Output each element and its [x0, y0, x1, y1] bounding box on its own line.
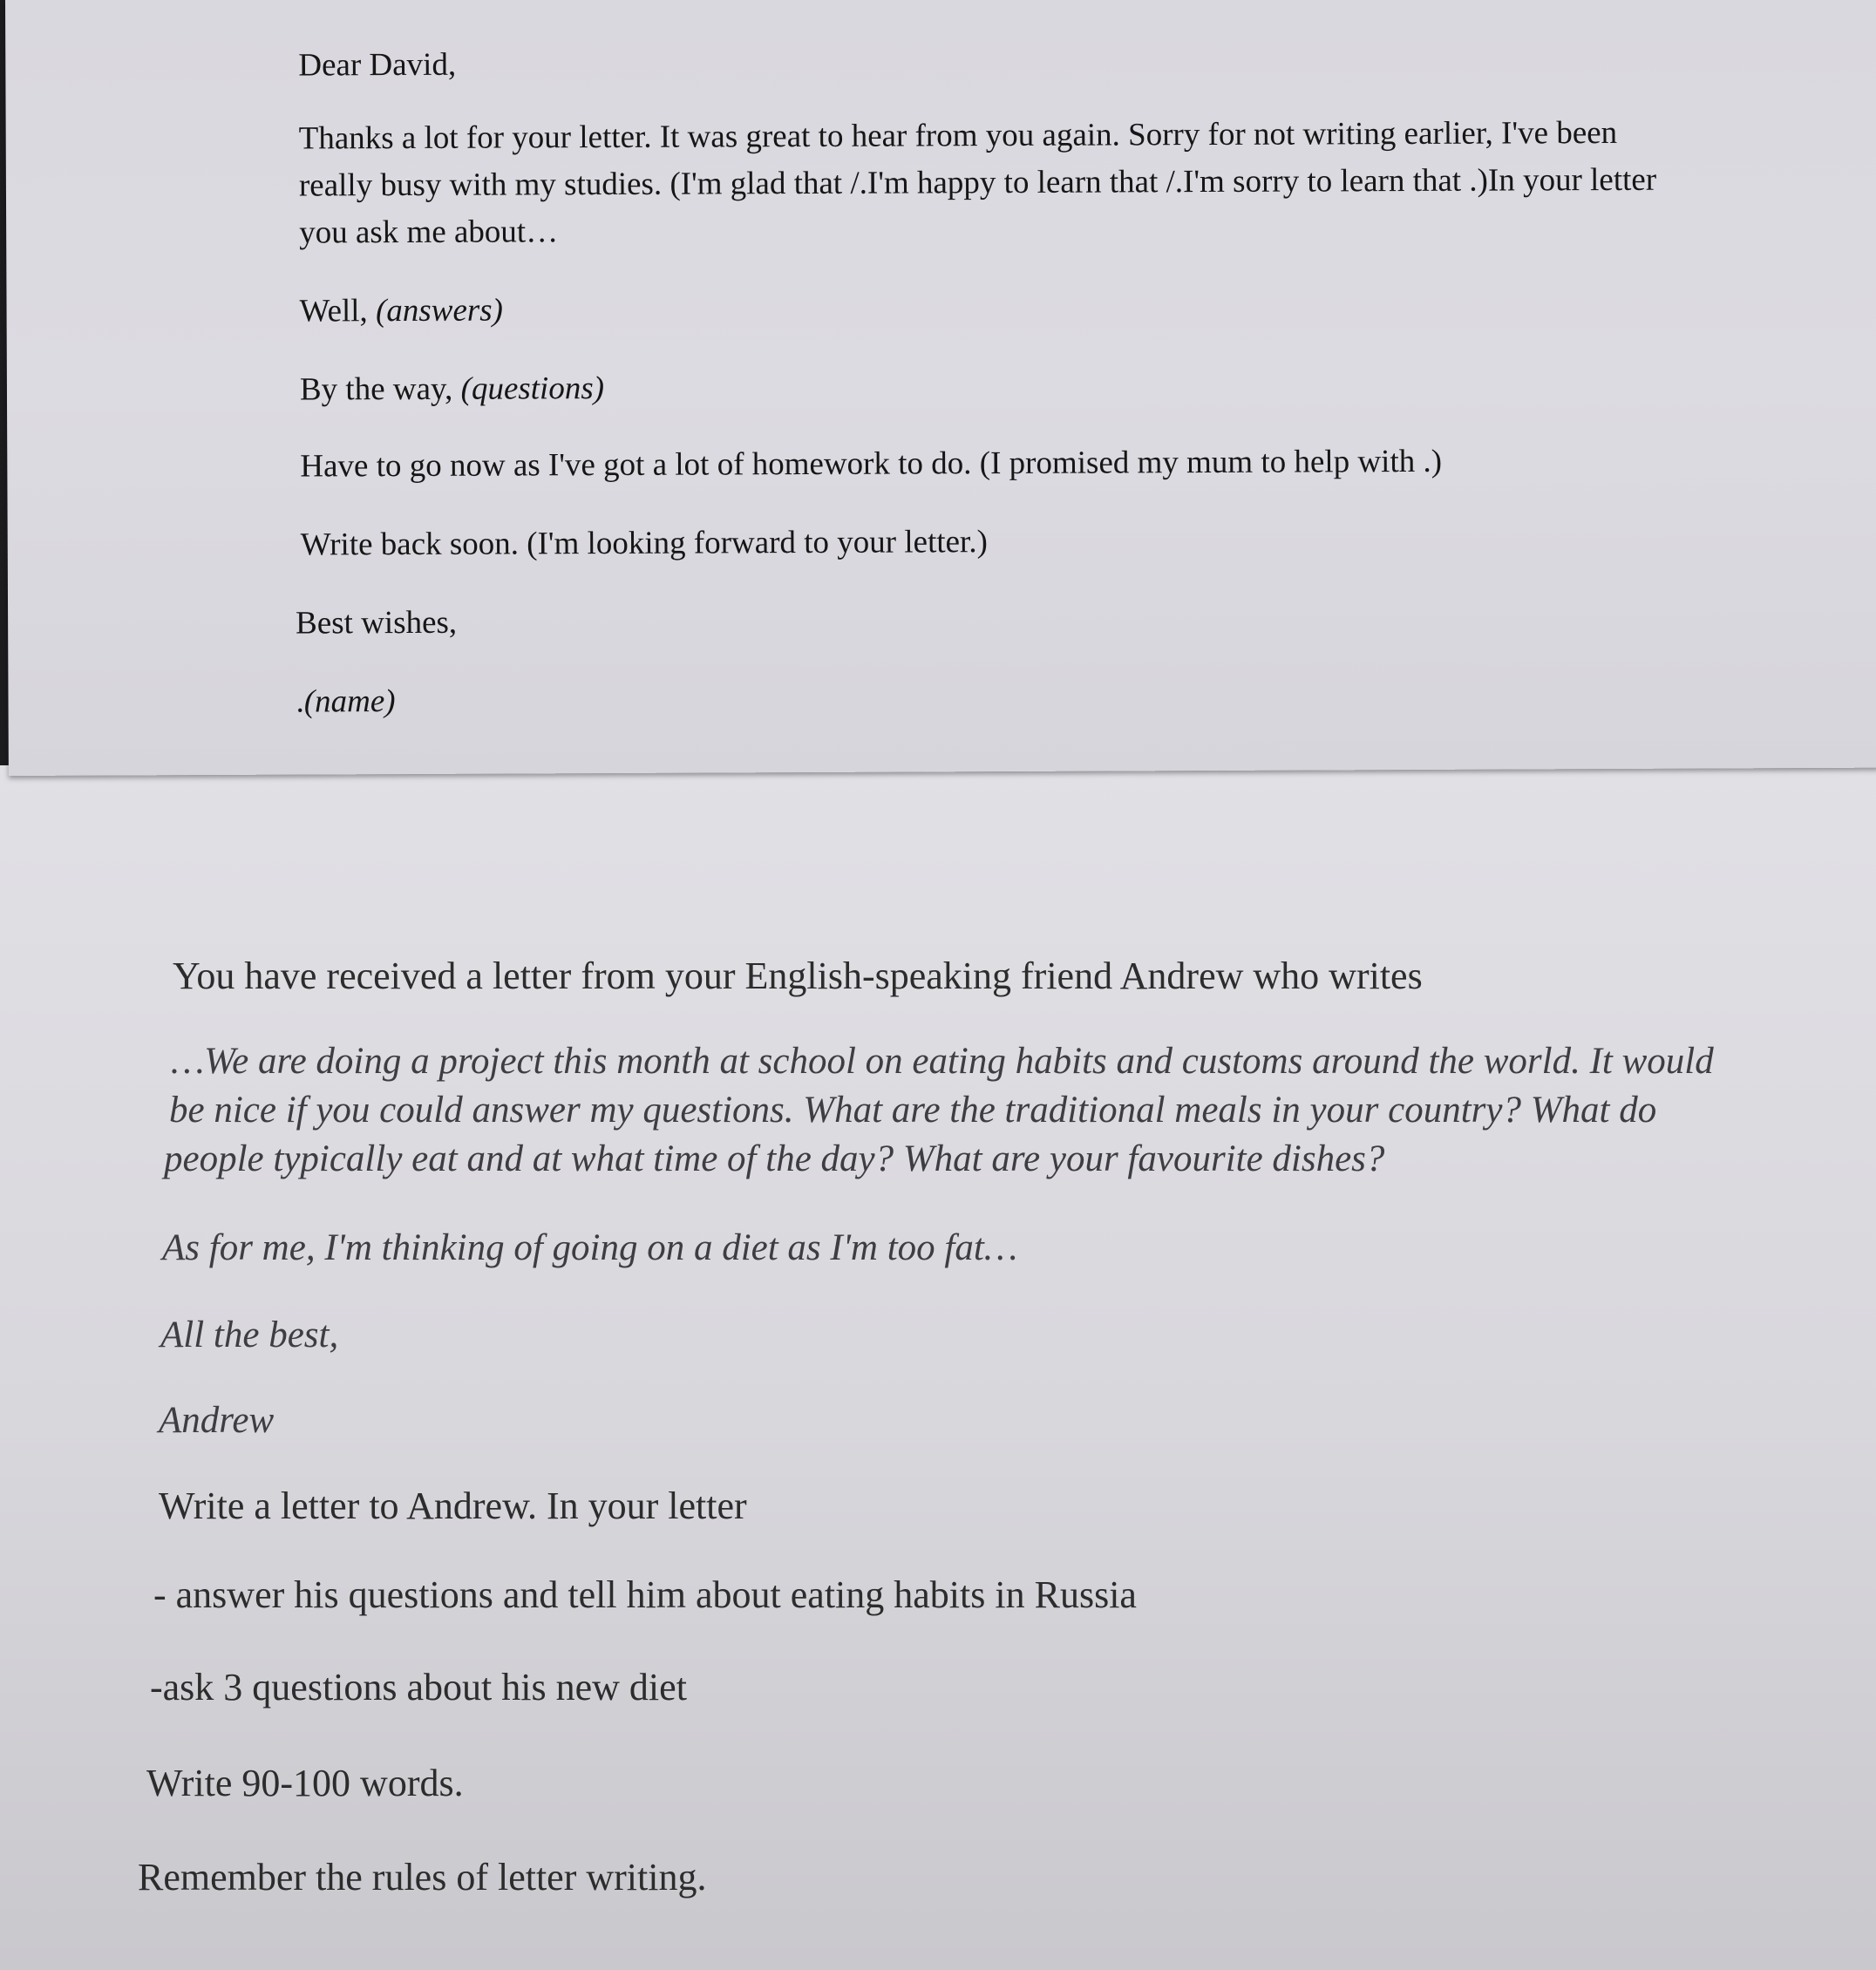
quote-line-4: As for me, I'm thinking of going on a diet as I'm too fat… — [162, 1227, 1018, 1268]
questions-line — [300, 372, 604, 406]
write-back-line: Write back soon. (I'm looking forward to your letter.) — [300, 524, 988, 563]
task-point-1: - answer his questions and tell him about eating habits in Russia — [153, 1573, 1137, 1616]
answers-lead: Well, — [299, 293, 377, 329]
answers-line — [299, 292, 504, 329]
letter-template-sheet — [5, 0, 1876, 776]
greeting: Dear David, — [298, 46, 457, 84]
quote-signoff: All the best, — [160, 1314, 339, 1355]
sign-off: Best wishes, — [296, 604, 458, 642]
word-count: Write 90-100 words. — [146, 1762, 464, 1804]
intro-line-3: you ask me about… — [299, 214, 559, 251]
name-hint: (name) — [303, 683, 396, 720]
task-sheet — [0, 765, 1876, 1970]
intro-line-2: really busy with my studies. (I'm glad that /.I'm happy to learn that /.I'm sorry to learn that .)In your letter — [298, 161, 1657, 204]
closing-line: Have to go now as I've got a lot of homework to do. (I promised my mum to help with .) — [300, 443, 1443, 485]
task-point-2: -ask 3 questions about his new diet — [150, 1666, 687, 1708]
name-dot: . — [296, 683, 304, 720]
reminder: Remember the rules of letter writing. — [138, 1856, 707, 1899]
task-instruction: Write a letter to Andrew. In your letter — [159, 1484, 747, 1527]
intro-line-1: Thanks a lot for your letter. It was great to hear from you again. Sorry for not writing earlier, I've been — [298, 114, 1618, 157]
answers-hint: (answers) — [375, 292, 504, 329]
questions-lead: By the way, — [299, 370, 461, 408]
questions-hint: (questions) — [460, 370, 605, 407]
name-line — [296, 683, 396, 720]
quote-line-2: be nice if you could answer my questions. What are the traditional meals in your country? What do — [169, 1090, 1657, 1131]
quote-line-3: people typically eat and at what time of the day? What are your favourite dishes? — [164, 1138, 1385, 1179]
task-intro: You have received a letter from your English-speaking friend Andrew who writes — [173, 954, 1423, 997]
quote-line-1: …We are doing a project this month at school on eating habits and customs around the world. It would — [171, 1041, 1714, 1082]
quote-name: Andrew — [159, 1400, 275, 1441]
